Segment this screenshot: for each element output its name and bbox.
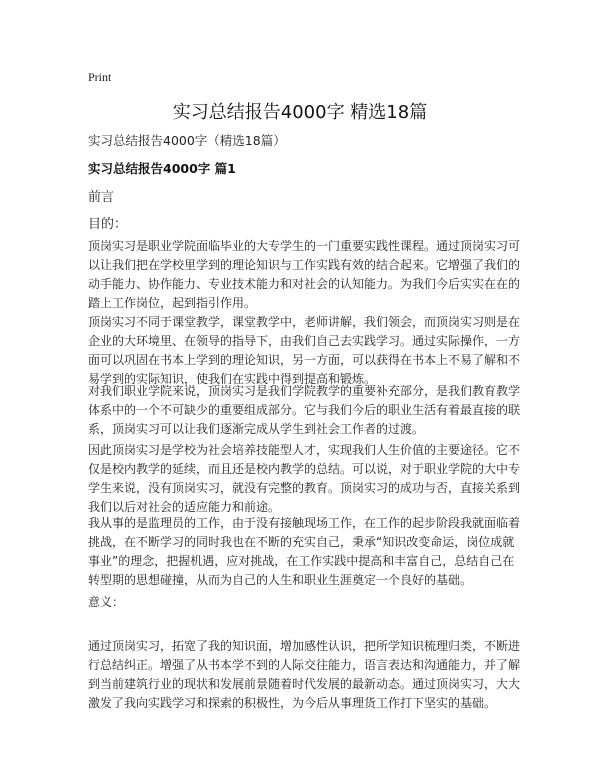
line: 转型期的思想碰撞，从而为自己的人生和职业生涯奠定一个良好的基础。 xyxy=(88,573,473,587)
line: 动手能力、协作能力、专业技术能力和对社会的认知能力。为我们今后实实在在的 xyxy=(88,277,521,291)
line: 挑战，在不断学习的同时我也在不断的充实自己，秉承“知识改变命运，岗位成就 xyxy=(88,535,515,549)
print-link[interactable]: Print xyxy=(88,70,112,84)
document-title: 实习总结报告4000字 精选18篇 xyxy=(172,102,428,123)
document-subtitle: 实习总结报告4000字（精选18篇） xyxy=(88,133,286,148)
line: 踏上工作岗位，起到指引作用。 xyxy=(88,296,257,310)
paragraph xyxy=(88,382,528,439)
line: 系，顶岗实习可以让我们逐渐完成从学生到社会工作者的过渡。 xyxy=(88,422,425,436)
line: 对我们职业学院来说，顶岗实习是我们学院教学的重要补充部分，是我们教育教学 xyxy=(88,384,521,398)
line: 体系中的一个不可缺少的重要组成部分。它与我们今后的职业生活有着最直接的联 xyxy=(88,403,521,417)
line: 企业的大环境里、在领导的指导下，由我们自己去实践学习。通过实际操作，一方 xyxy=(88,334,521,348)
line: 顶岗实习不同于课堂教学，课堂教学中，老师讲解，我们领会，而顶岗实习则是在 xyxy=(88,315,521,329)
line: 通过顶岗实习，拓宽了我的知识面，增加感性认识，把所学知识梳理归类，不断进 xyxy=(88,639,521,653)
line: 因此顶岗实习是学校为社会培养技能型人才，实现我们人生价值的主要途径。它不 xyxy=(88,443,521,457)
line: 事业”的理念，把握机遇，应对挑战，在工作实践中提高和丰富自己，总结自己在 xyxy=(88,554,515,568)
line: 我们以后对社会的适应能力和前途。 xyxy=(88,500,281,514)
paragraph xyxy=(88,441,528,517)
line: 易学到的实际知识，使我们在实践中得到提高和锻炼。 xyxy=(88,372,377,386)
paragraph xyxy=(88,313,528,389)
section-heading: 实习总结报告4000字 篇1 xyxy=(88,161,236,176)
line: 激发了我向实践学习和探索的积极性，为今后从事理货工作打下坚实的基础。 xyxy=(88,696,497,710)
line: 到当前建筑行业的现状和发展前景随着时代发展的最新动态。通过顶岗实习，大大 xyxy=(88,677,521,691)
paragraph xyxy=(88,637,528,713)
line: 顶岗实习是职业学院面临毕业的大专学生的一门重要实践性课程。通过顶岗实习可 xyxy=(88,239,521,253)
line: 学生来说，没有顶岗实习，就没有完整的教育。顶岗实习的成功与否，直接关系到 xyxy=(88,481,521,495)
line: 仅是校内教学的延续，而且还是校内教学的总结。可以说，对于职业学院的大中专 xyxy=(88,462,521,476)
line: 行总结纠正。增强了从书本学不到的人际交往能力，语言表达和沟通能力，并了解 xyxy=(88,658,521,672)
preface-label: 前言 xyxy=(88,190,115,205)
line: 我从事的是监理员的工作，由于没有接触现场工作，在工作的起步阶段我就面临着 xyxy=(88,516,521,530)
paragraph xyxy=(88,237,528,313)
paragraph xyxy=(88,514,528,590)
line: 以让我们把在学校里学到的理论知识与工作实践有效的结合起来。它增强了我们的 xyxy=(88,258,521,272)
meaning-label: 意义： xyxy=(88,595,125,609)
line: 面可以巩固在书本上学到的理论知识，另一方面，可以获得在书本上不易了解和不 xyxy=(88,353,521,367)
purpose-label: 目的： xyxy=(88,217,128,232)
